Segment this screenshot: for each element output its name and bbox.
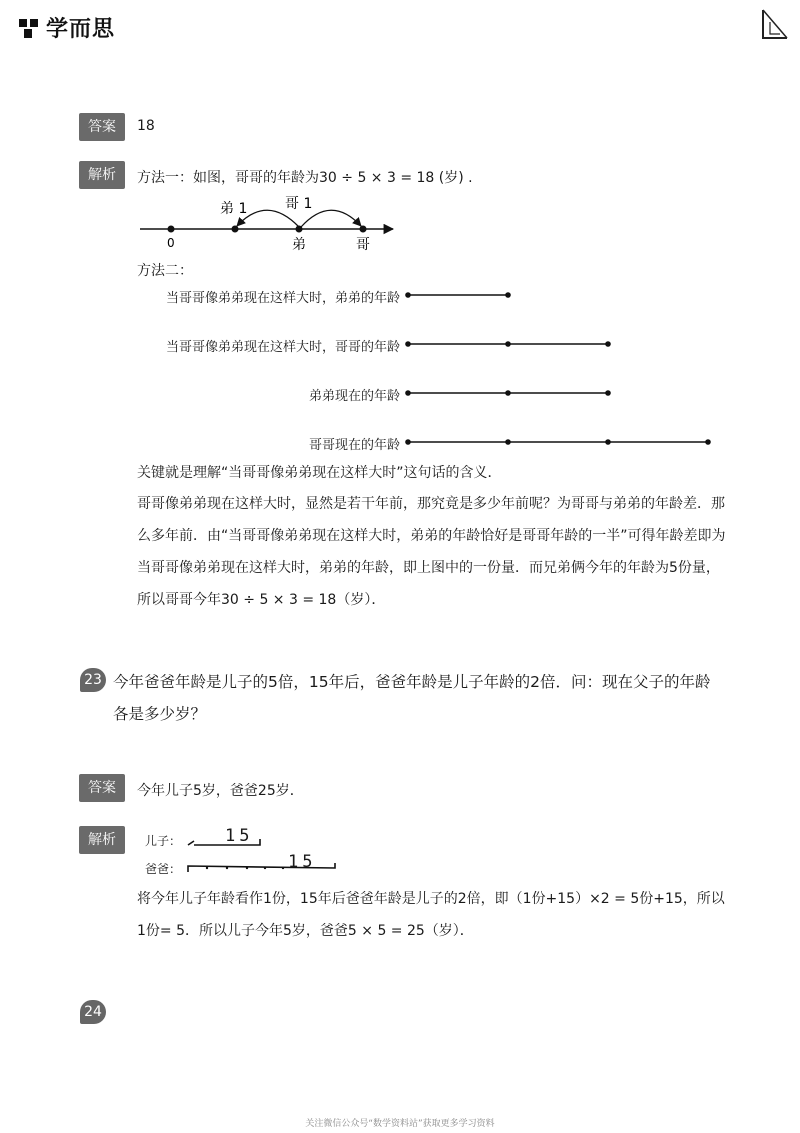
dad-value: 15 xyxy=(288,852,317,872)
logo-mark-icon xyxy=(18,16,42,40)
bar-node xyxy=(705,439,711,445)
son-value: 15 xyxy=(225,826,254,846)
bar-label-2: 当哥哥像弟弟现在这样大时，哥哥的年龄 xyxy=(165,340,400,355)
point-zero xyxy=(168,226,175,233)
son-label: 儿子： xyxy=(145,834,182,848)
bar-label-4: 哥哥现在的年龄 xyxy=(308,438,400,453)
brand-logo xyxy=(18,12,115,43)
analysis-para-1: 关键就是理解“当哥哥像弟弟现在这样大时”这句话的含义． xyxy=(137,465,502,481)
analysis-tag: 解析 xyxy=(79,161,125,189)
corner-emblem-icon xyxy=(760,8,790,40)
point-ge xyxy=(360,226,367,233)
bar-node xyxy=(505,439,511,445)
bar-model-diagram xyxy=(400,280,720,455)
question-number-badge: 24 xyxy=(80,1000,106,1024)
question-text: 今年爸爸年龄是儿子的5倍，15年后，爸爸年龄是儿子年龄的2倍．问：现在父子的年龄各是多少岁？ xyxy=(113,673,711,723)
label-di: 弟 xyxy=(292,237,306,253)
age-segment-sketch xyxy=(185,826,345,874)
label-ge1: 哥 1 xyxy=(285,196,313,212)
answer-text: 18 xyxy=(137,118,155,134)
bar-node xyxy=(505,390,511,396)
bar-node xyxy=(405,292,411,298)
answer-text: 今年儿子5岁，爸爸25岁． xyxy=(137,783,304,799)
footer-note: 关注微信公众号“数学资料站”获取更多学习资料 xyxy=(305,1119,495,1129)
method-two-text: 方法二： xyxy=(137,263,193,279)
bar-node xyxy=(505,341,511,347)
number-line-diagram xyxy=(135,192,405,254)
dad-label: 爸爸： xyxy=(145,862,182,876)
question-number-badge: 23 xyxy=(80,668,106,692)
answer-tag: 答案 xyxy=(79,113,125,141)
label-di1: 弟 1 xyxy=(220,201,248,217)
bar-node xyxy=(405,439,411,445)
bar-node xyxy=(605,390,611,396)
bar-node xyxy=(405,341,411,347)
point-di1 xyxy=(232,226,239,233)
method-one-text: 方法一：如图，哥哥的年龄为30 ÷ 5 × 3 = 18 (岁) . xyxy=(137,170,473,186)
brand-name: 学而思 xyxy=(46,17,116,42)
bar-node xyxy=(505,292,511,298)
bar-node xyxy=(605,439,611,445)
analysis-tag: 解析 xyxy=(79,826,125,854)
answer-tag: 答案 xyxy=(79,774,125,802)
bar-label-3: 弟弟现在的年龄 xyxy=(308,389,400,404)
label-zero: 0 xyxy=(167,236,175,250)
analysis-para-2: 哥哥像弟弟现在这样大时，显然是若干年前，那究竟是多少年前呢？为哥哥与弟弟的年龄差．那么多年前．由“当哥哥像弟弟现在这样大时，弟弟的年龄恰好是哥哥年龄的一半”可得年龄差即为当哥哥像弟弟现在这样大时，弟弟的年龄，即上图中的一份量．而兄弟俩今年的年龄为5份量，所以哥哥今年30 ÷ 5 × 3 = 18（岁）． xyxy=(137,496,726,608)
arc-di-to-ge xyxy=(301,210,361,227)
analysis-para: 将今年儿子年龄看作1份，15年后爸爸年龄是儿子的2倍，即（1份+15）×2 = 5份+15，所以1份= 5．所以儿子今年5岁，爸爸5 × 5 = 25（岁）． xyxy=(137,891,725,939)
bar-node xyxy=(405,390,411,396)
label-ge: 哥 xyxy=(356,237,370,253)
bar-label-1: 当哥哥像弟弟现在这样大时，弟弟的年龄 xyxy=(165,291,400,306)
bar-node xyxy=(605,341,611,347)
